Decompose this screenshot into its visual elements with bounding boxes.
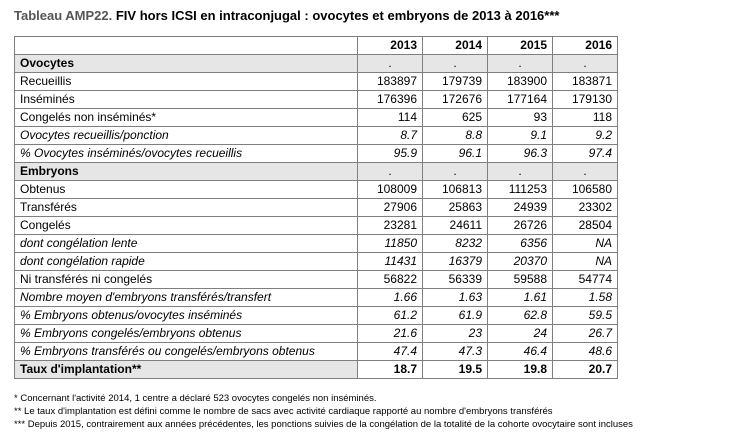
table-cell: 11850 [358, 235, 423, 253]
table-cell: 96.1 [423, 145, 488, 163]
row-label: Ni transférés ni congelés [15, 271, 358, 289]
table-cell: 54774 [553, 271, 618, 289]
table-cell: 183871 [553, 73, 618, 91]
table-row-implantation [15, 361, 618, 379]
table-row [15, 325, 618, 343]
table-cell: 8.8 [423, 127, 488, 145]
table-title [14, 8, 559, 23]
row-label: Recueillis [15, 73, 358, 91]
row-label: Obtenus [15, 181, 358, 199]
section-row-ovocytes [15, 55, 618, 73]
row-label: Transférés [15, 199, 358, 217]
table-cell: 95.9 [358, 145, 423, 163]
table-cell: 21.6 [358, 325, 423, 343]
table-cell: 179739 [423, 73, 488, 91]
table-cell: 48.6 [553, 343, 618, 361]
table-cell: 183897 [358, 73, 423, 91]
table-cell: 24 [488, 325, 553, 343]
table-cell: 1.61 [488, 289, 553, 307]
table-cell: . [358, 163, 423, 181]
table-cell: 625 [423, 109, 488, 127]
table-cell: 97.4 [553, 145, 618, 163]
table-cell: 20370 [488, 253, 553, 271]
table-cell: 1.63 [423, 289, 488, 307]
table-cell: . [423, 55, 488, 73]
table-row [15, 181, 618, 199]
table-cell: 106580 [553, 181, 618, 199]
header-row [15, 37, 618, 55]
table-cell: 24939 [488, 199, 553, 217]
table-row [15, 91, 618, 109]
section-label: Embryons [15, 163, 358, 181]
table-cell: 8232 [423, 235, 488, 253]
table-row [15, 235, 618, 253]
table-cell: 56339 [423, 271, 488, 289]
table-number: Tableau AMP22. [14, 8, 113, 23]
table-row [15, 73, 618, 91]
table-cell: 23281 [358, 217, 423, 235]
table-cell: 25863 [423, 199, 488, 217]
table-cell: 9.2 [553, 127, 618, 145]
table-cell: 6356 [488, 235, 553, 253]
table-cell: . [488, 55, 553, 73]
table-cell: 27906 [358, 199, 423, 217]
table-cell: 111253 [488, 181, 553, 199]
table-cell: 16379 [423, 253, 488, 271]
table-row [15, 271, 618, 289]
table-cell: . [488, 163, 553, 181]
table-cell: 118 [553, 109, 618, 127]
row-label: Ovocytes recueillis/ponction [15, 127, 358, 145]
table-cell: 62.8 [488, 307, 553, 325]
table-cell: 1.66 [358, 289, 423, 307]
table-cell: 26726 [488, 217, 553, 235]
table-cell: 23302 [553, 199, 618, 217]
table-cell: 28504 [553, 217, 618, 235]
table-row [15, 127, 618, 145]
table-cell: 20.7 [553, 361, 618, 379]
table-cell: 46.4 [488, 343, 553, 361]
row-label: dont congélation rapide [15, 253, 358, 271]
table-cell: 26.7 [553, 325, 618, 343]
table-cell: 93 [488, 109, 553, 127]
table-cell: 8.7 [358, 127, 423, 145]
table-caption: FIV hors ICSI en intraconjugal : ovocytes et embryons de 2013 à 2016*** [112, 8, 560, 23]
table-cell: 183900 [488, 73, 553, 91]
table-cell: 1.58 [553, 289, 618, 307]
footnote: ** Le taux d'implantation est défini comme le nombre de sacs avec activité cardiaque rapporté au nombre d'embryons transférés [14, 406, 553, 417]
footnotes [14, 392, 633, 431]
row-label: Inséminés [15, 91, 358, 109]
table-cell: 176396 [358, 91, 423, 109]
table-cell: 61.2 [358, 307, 423, 325]
table-cell: . [423, 163, 488, 181]
table-cell: 114 [358, 109, 423, 127]
table-cell: 19.8 [488, 361, 553, 379]
table-cell: . [553, 163, 618, 181]
row-label: Taux d'implantation** [15, 361, 358, 379]
row-label: % Ovocytes inséminés/ovocytes recueillis [15, 145, 358, 163]
table-cell: 19.5 [423, 361, 488, 379]
row-label: % Embryons congelés/embryons obtenus [15, 325, 358, 343]
table-cell: . [358, 55, 423, 73]
table-cell: 96.3 [488, 145, 553, 163]
header-corner [15, 37, 358, 55]
table-cell: 9.1 [488, 127, 553, 145]
table-cell: 11431 [358, 253, 423, 271]
table-cell: 106813 [423, 181, 488, 199]
table-row [15, 289, 618, 307]
data-table [14, 36, 618, 379]
table-cell: . [553, 55, 618, 73]
table-cell: 59588 [488, 271, 553, 289]
table-cell: NA [553, 235, 618, 253]
row-label: % Embryons obtenus/ovocytes inséminés [15, 307, 358, 325]
row-label: Congelés [15, 217, 358, 235]
table-row [15, 307, 618, 325]
table-row [15, 253, 618, 271]
row-label: Congelés non inséminés* [15, 109, 358, 127]
table-row [15, 343, 618, 361]
table-row [15, 109, 618, 127]
table-cell: 47.4 [358, 343, 423, 361]
row-label: % Embryons transférés ou congelés/embryons obtenus [15, 343, 358, 361]
year-header: 2016 [553, 37, 618, 55]
table-cell: 56822 [358, 271, 423, 289]
table-row [15, 145, 618, 163]
section-label: Ovocytes [15, 55, 358, 73]
table-cell: 59.5 [553, 307, 618, 325]
table-cell: 47.3 [423, 343, 488, 361]
table-cell: 18.7 [358, 361, 423, 379]
table-cell: 179130 [553, 91, 618, 109]
table-cell: 108009 [358, 181, 423, 199]
section-row-embryons [15, 163, 618, 181]
row-label: Nombre moyen d'embryons transférés/transfert [15, 289, 358, 307]
table-cell: 61.9 [423, 307, 488, 325]
footnote: *** Depuis 2015, contrairement aux années précédentes, les ponctions suivies de la congélation de la totalité de la cohorte ovocytaire sont incluses [14, 419, 633, 430]
table-cell: 24611 [423, 217, 488, 235]
table-cell: 23 [423, 325, 488, 343]
footnote: * Concernant l'activité 2014, 1 centre a déclaré 523 ovocytes congelés non inséminés. [14, 393, 377, 404]
year-header: 2014 [423, 37, 488, 55]
row-label: dont congélation lente [15, 235, 358, 253]
table-cell: 177164 [488, 91, 553, 109]
year-header: 2013 [358, 37, 423, 55]
table-cell: NA [553, 253, 618, 271]
table-row [15, 217, 618, 235]
year-header: 2015 [488, 37, 553, 55]
table-cell: 172676 [423, 91, 488, 109]
table-row [15, 199, 618, 217]
